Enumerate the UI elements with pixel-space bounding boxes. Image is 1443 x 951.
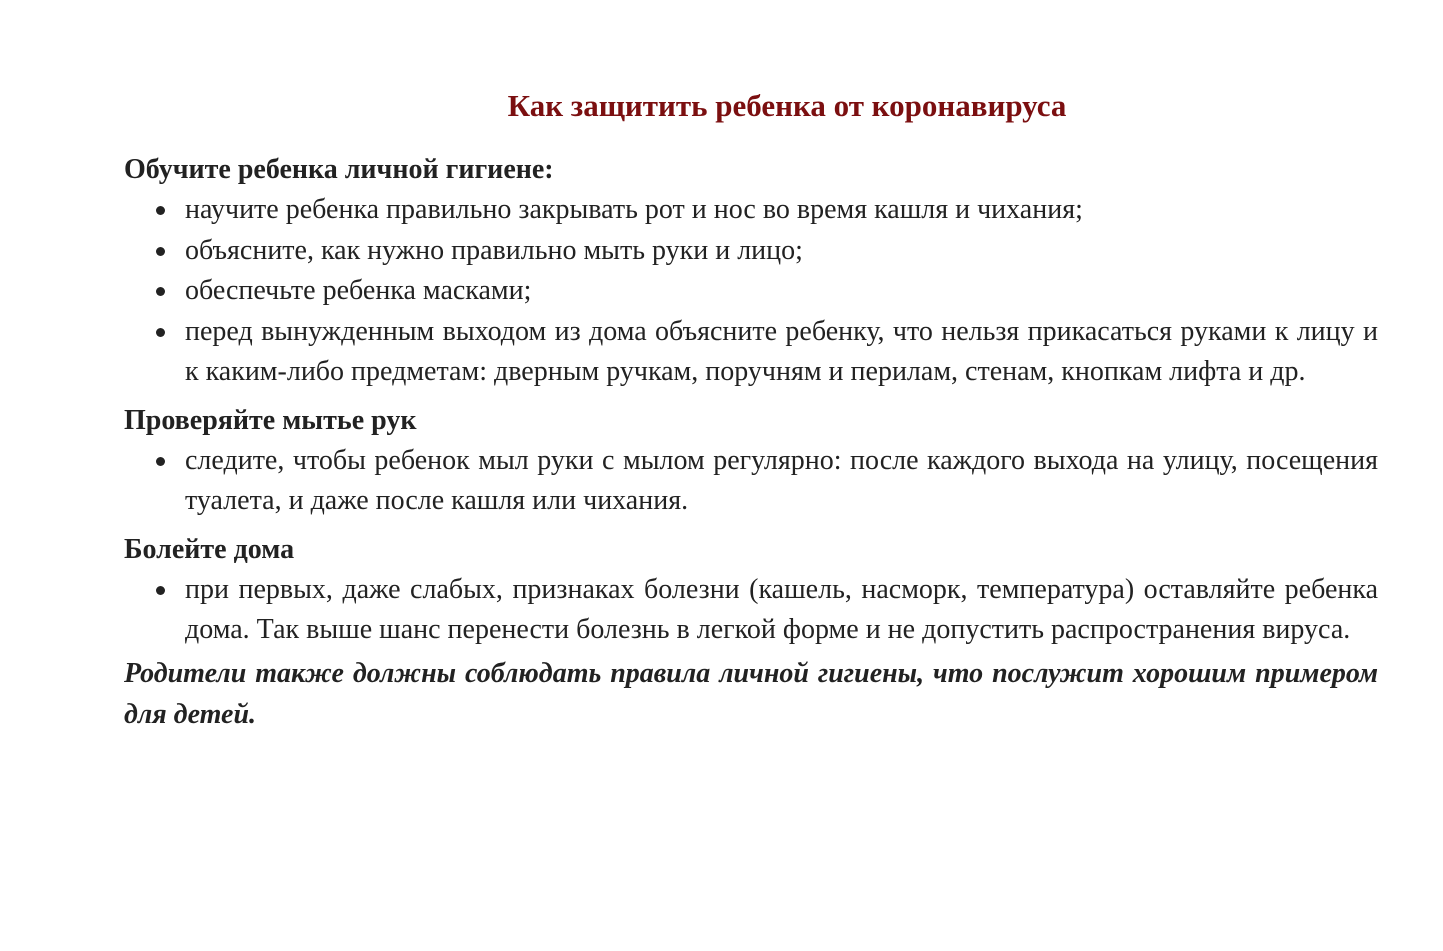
- section-heading-stay-home: Болейте дома: [124, 533, 295, 565]
- document: [124, 84, 1378, 735]
- handwashing-list: [124, 441, 1378, 522]
- hygiene-list: [124, 190, 1378, 393]
- page-title: Как защитить ребенка от коронавируса: [507, 88, 1067, 123]
- list-item: научите ребенка правильно закрывать рот и нос во время кашля и чихания;: [124, 190, 1378, 231]
- section-heading-handwashing: Проверяйте мытье рук: [124, 404, 417, 436]
- stay-home-list: [124, 570, 1378, 651]
- list-item: следите, чтобы ребенок мыл руки с мылом регулярно: после каждого выхода на улицу, посещения туалета, и даже после кашля или чихания.: [124, 441, 1378, 522]
- list-item: обеспечьте ребенка масками;: [124, 271, 1378, 312]
- closing-note: Родители также должны соблюдать правила личной гигиены, что послужит хорошим примером для детей.: [124, 657, 1378, 730]
- list-item: перед вынужденным выходом из дома объясните ребенку, что нельзя прикасаться руками к лицу и к каким-либо предметам: дверным ручкам, поручням и перилам, стенам, кнопкам лифта и др.: [124, 312, 1378, 393]
- list-item: при первых, даже слабых, признаках болезни (кашель, насморк, температура) оставляйте ребенка дома. Так выше шанс перенести болезнь в легкой форме и не допустить распространения вируса.: [124, 570, 1378, 651]
- list-item: объясните, как нужно правильно мыть руки и лицо;: [124, 231, 1378, 272]
- section-heading-hygiene: Обучите ребенка личной гигиене:: [124, 154, 554, 185]
